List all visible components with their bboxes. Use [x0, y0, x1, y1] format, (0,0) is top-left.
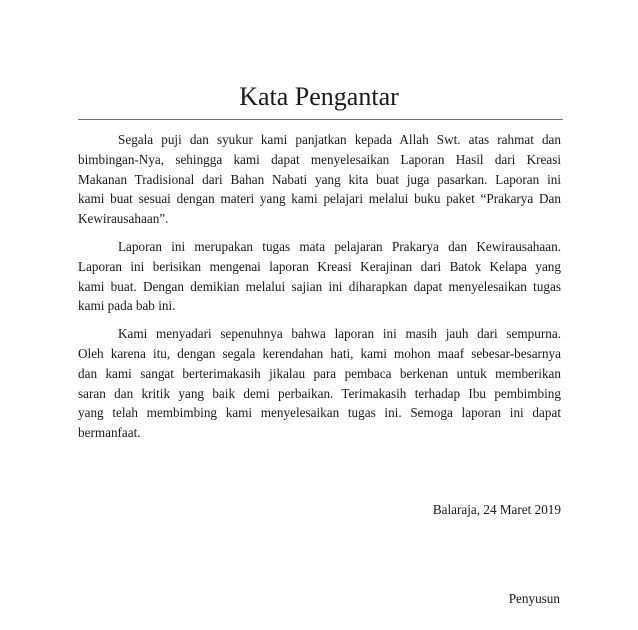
paragraph-1 [78, 130, 561, 229]
author-signature: Penyusun [508, 591, 560, 606]
paragraph-line: yang telah membimbing kami menyelesaikan tugas ini. Semoga laporan ini dapat [78, 405, 561, 421]
paragraph-line: Laporan ini berisikan mengenai laporan Kreasi Kerajinan dari Batok Kelapa yang [78, 258, 561, 274]
paragraph-line: Laporan ini merupakan tugas mata pelajaran Prakarya dan Kewirausahaan. [118, 238, 561, 254]
paragraph-line: Kewirausahaan”. [78, 211, 169, 227]
paragraph-line: Kami menyadari sepenuhnya bahwa laporan ini masih jauh dari sempurna. [118, 326, 561, 342]
paragraph-line: kami buat sesuai dengan materi yang kami pelajari melalui buku paket “Prakarya Dan [78, 191, 561, 207]
paragraph-line: bimbingan-Nya, sehingga kami dapat menyelesaikan Laporan Hasil dari Kreasi [78, 151, 561, 167]
paragraph-line: dan kami sangat berterimakasih jikalau para pembaca berkenan untuk memberikan [78, 365, 561, 381]
document-body [78, 130, 561, 451]
paragraph-2 [78, 237, 561, 316]
paragraph-3 [78, 324, 561, 443]
paragraph-line: saran dan kritik yang baik demi perbaikan. Terimakasih terhadap Ibu pembimbing [78, 385, 561, 401]
page-title: Kata Pengantar [239, 82, 399, 111]
paragraph-line: Segala puji dan syukur kami panjatkan kepada Allah Swt. atas rahmat dan [118, 132, 561, 147]
paragraph-line: Oleh karena itu, dengan segala kerendahan hati, kami mohon maaf sebesar-besarnya [78, 345, 561, 361]
place-and-date: Balaraja, 24 Maret 2019 [432, 502, 561, 517]
title-divider [78, 119, 563, 120]
paragraph-line: Makanan Tradisional dari Bahan Nabati yang kita buat juga pasarkan. Laporan ini [78, 171, 561, 187]
paragraph-line: kami buat. Dengan demikian melalui sajian ini diharapkan dapat menyelesaikan tugas [78, 278, 561, 294]
paragraph-line: bermanfaat. [78, 425, 141, 441]
paragraph-line: kami pada bab ini. [78, 298, 176, 314]
